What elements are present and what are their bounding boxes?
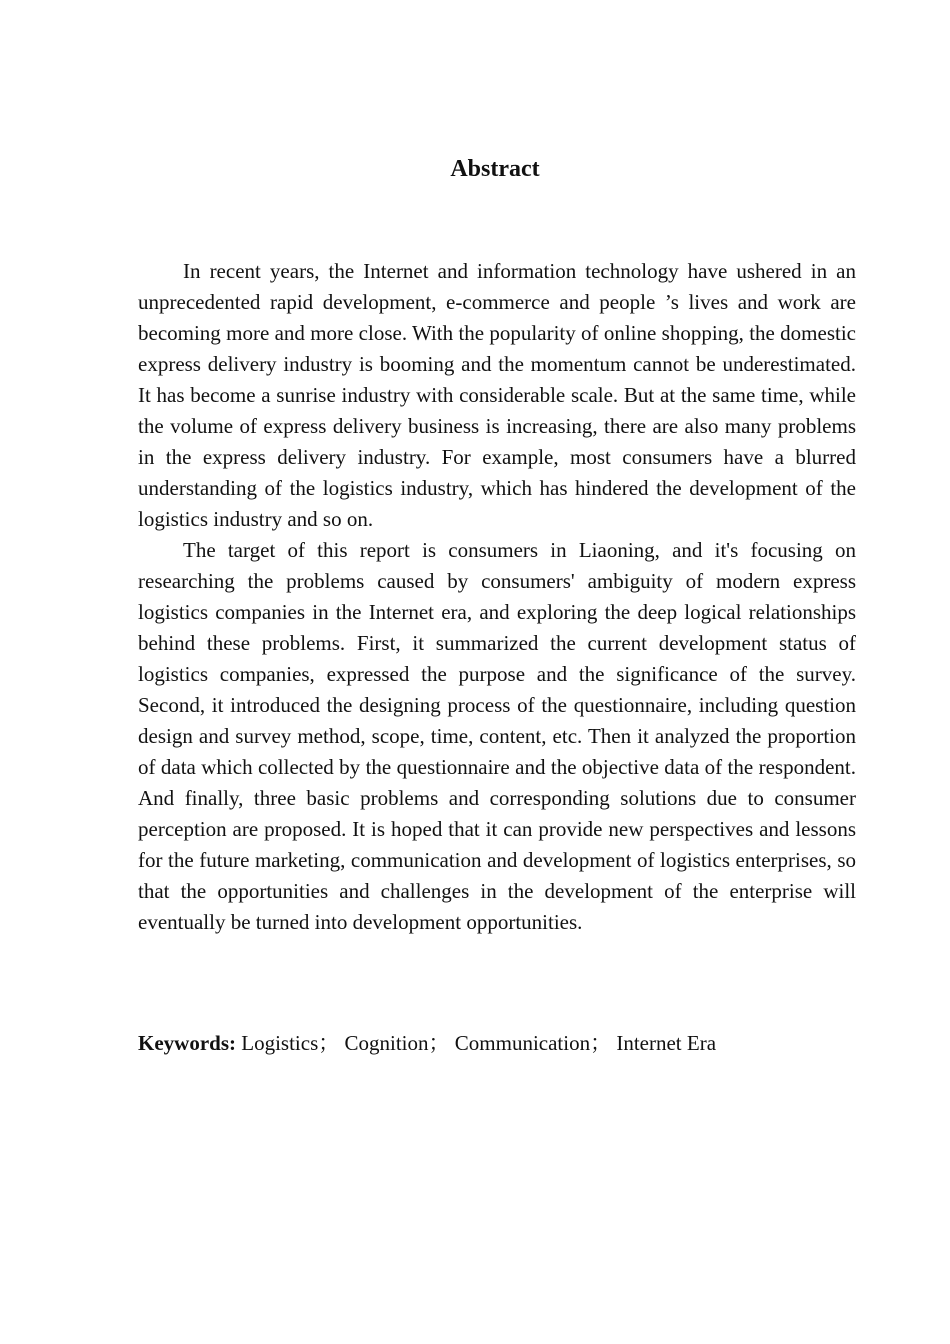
abstract-paragraph: The target of this report is consumers in Liaoning, and it's focusing on researching the problems caused by consumers' ambiguity of modern express logistics companies in the Internet era, and exploring the deep logical relationships behind these problems. First, it summarized the current development status of logistics companies, expressed the purpose and the significance of the survey. Second, it introduced the designing process of the questionnaire, including question design and survey method, scope, time, content, etc. Then it analyzed the proportion of data which collected by the questionnaire and the objective data of the respondent. And finally, three basic problems and corresponding solutions due to consumer perception are proposed. It is hoped that it can provide new perspectives and lessons for the future marketing, communication and development of logistics enterprises, so that the opportunities and challenges in the development of the enterprise will eventually be turned into development opportunities. xyxy=(138,538,856,934)
keyword-item: Cognition； xyxy=(344,1031,450,1055)
page-title: Abstract xyxy=(450,156,540,182)
keyword-item: Internet Era xyxy=(616,1031,717,1055)
keyword-item: Logistics； xyxy=(241,1031,340,1055)
keyword-item: Communication； xyxy=(454,1031,612,1055)
keywords-line xyxy=(138,1028,716,1059)
abstract-body xyxy=(138,256,856,938)
abstract-paragraph: In recent years, the Internet and information technology have ushered in an unprecedented rapid development, e-commerce and people ’s lives and work are becoming more and more close. With the popularity of online shopping, the domestic express delivery industry is booming and the momentum cannot be underestimated. It has become a sunrise industry with considerable scale. But at the same time, while the volume of express delivery business is increasing, there are also many problems in the express delivery industry. For example, most consumers have a blurred understanding of the logistics industry, which has hindered the development of the logistics industry and so on. xyxy=(138,259,856,531)
keywords-label: Keywords: xyxy=(138,1031,236,1055)
